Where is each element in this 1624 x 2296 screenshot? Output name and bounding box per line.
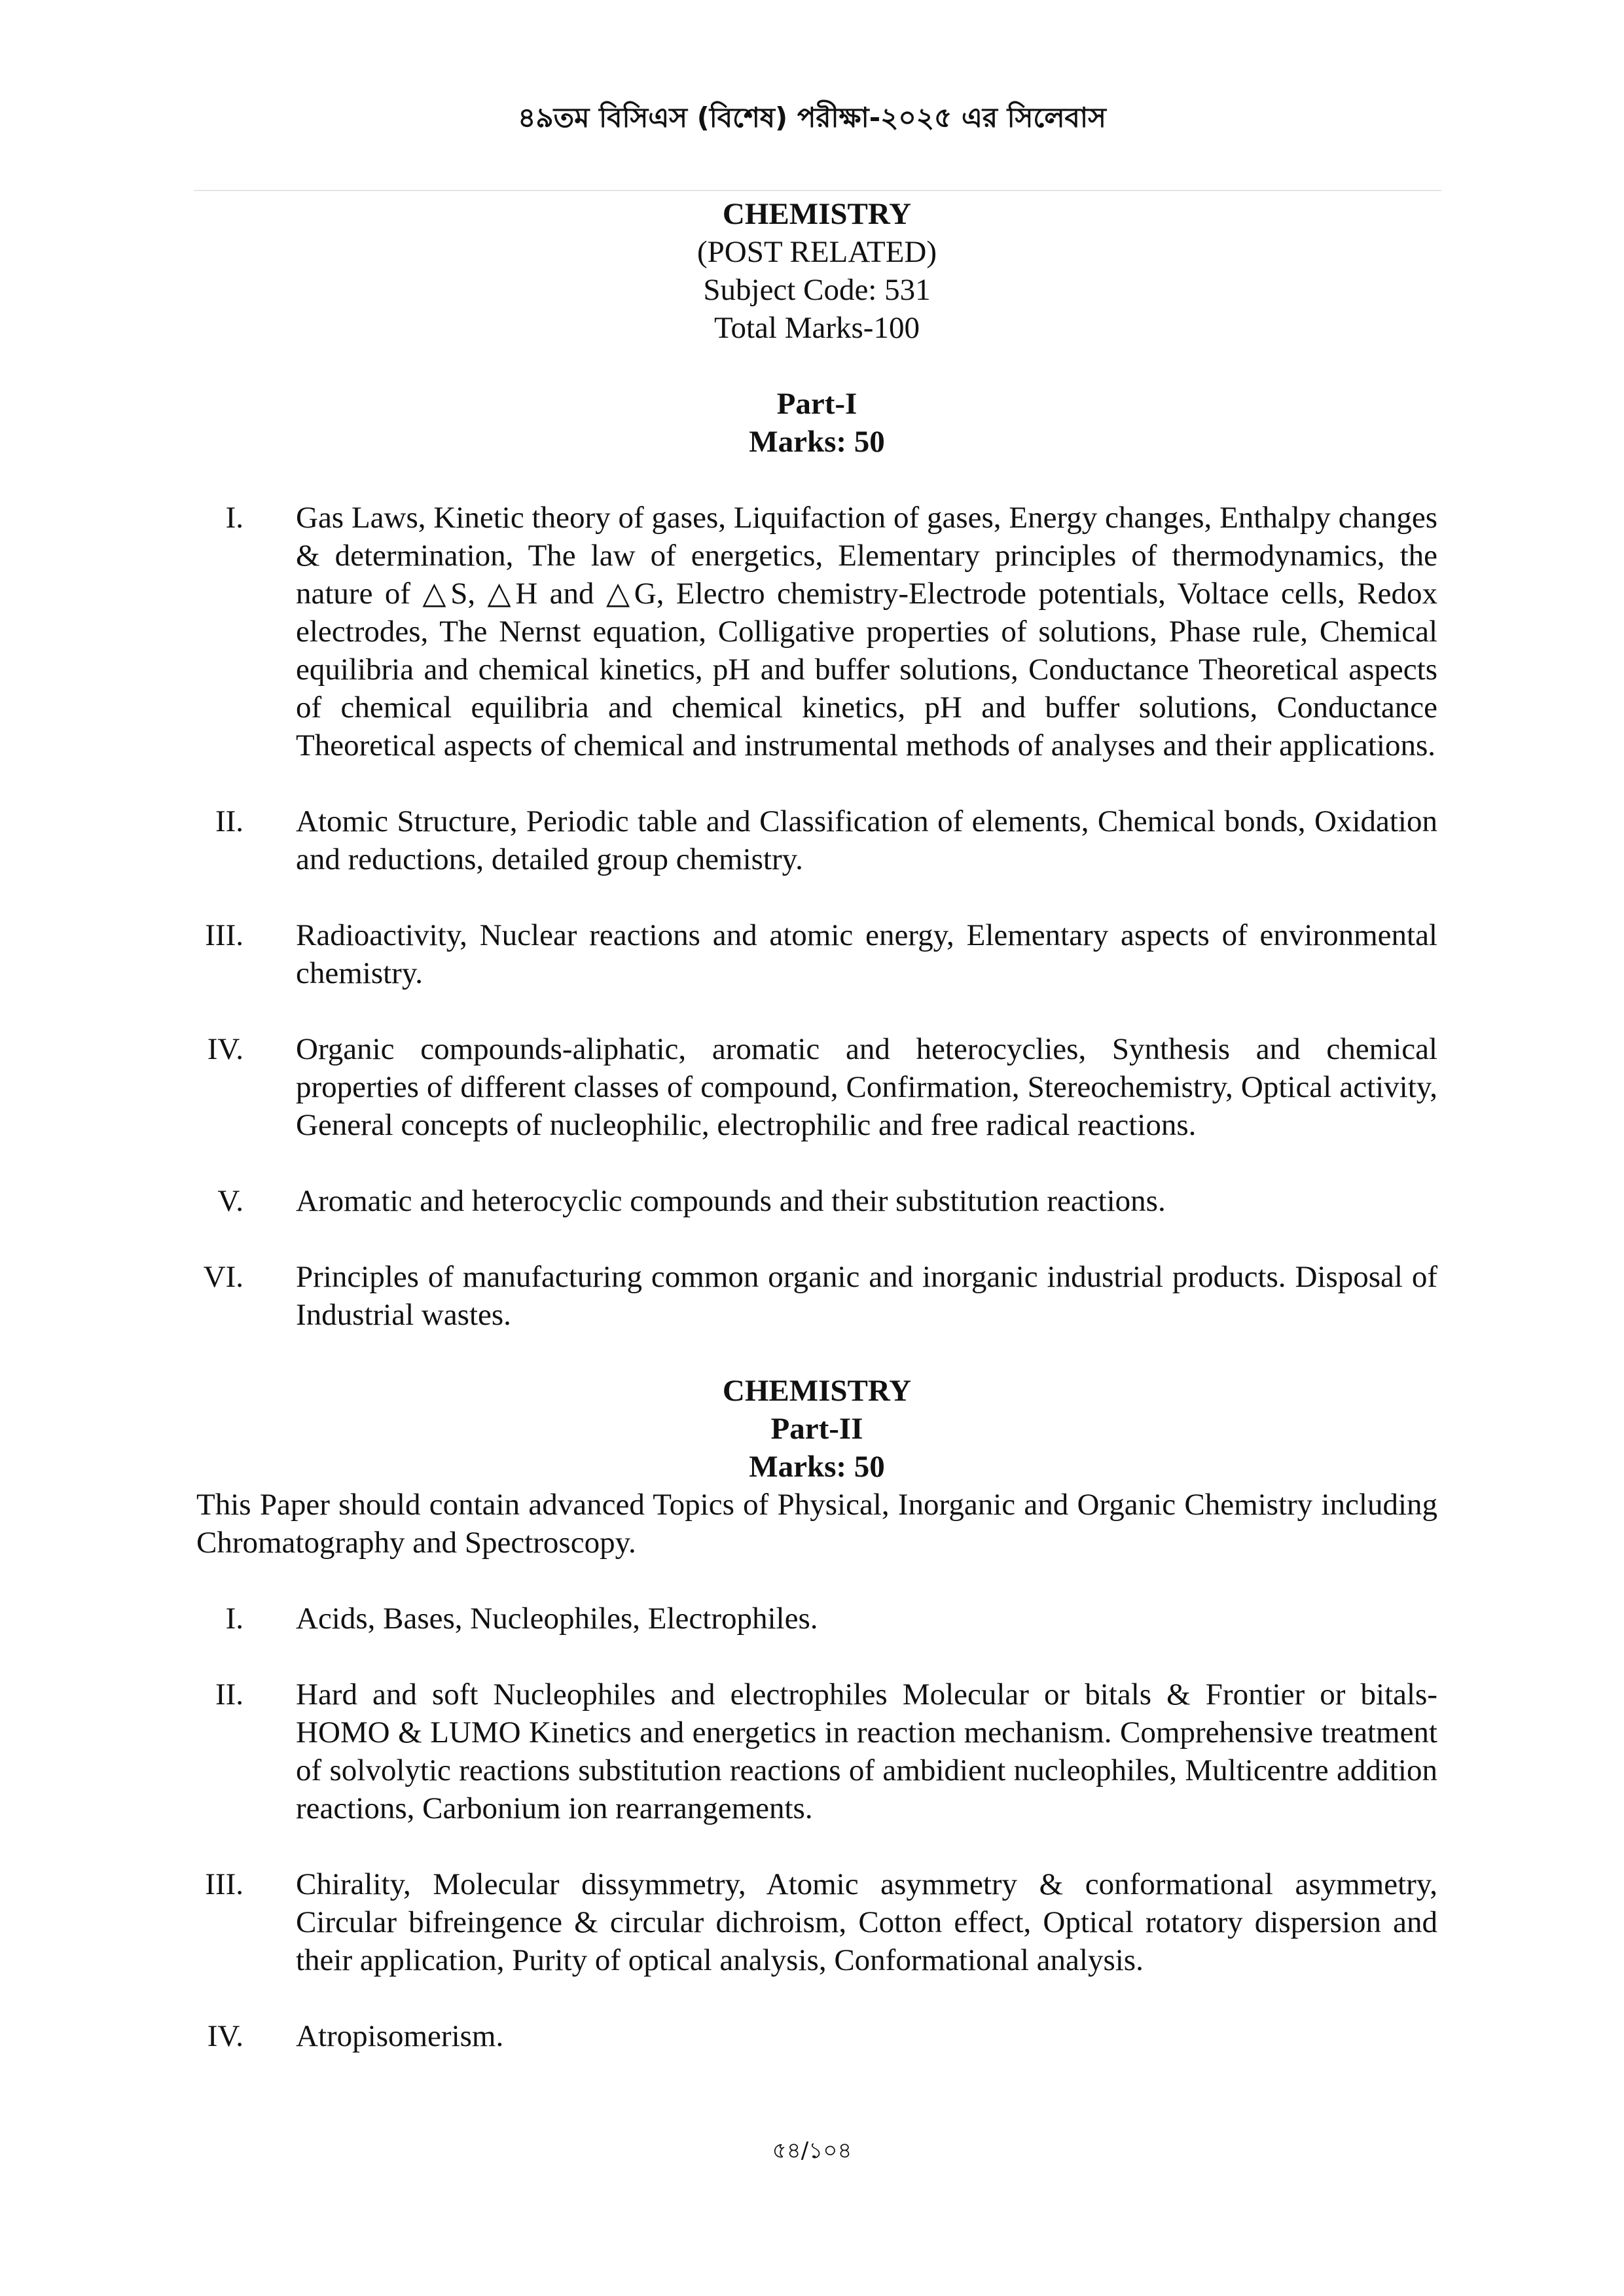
list-item-text: Radioactivity, Nuclear reactions and atomic energy, Elementary aspects of environmental chemistry. <box>296 918 1437 990</box>
part2-topic-list <box>196 1600 1437 2055</box>
list-item-text: Hard and soft Nucleophiles and electrophiles Molecular or bitals & Frontier or bitals-HOMO & LUMO Kinetics and energetics in reaction mechanism. Comprehensive treatment of solvolytic reactions substitution reactions of ambidient nucleophiles, Multicentre addition reactions, Carbonium ion rearrangements. <box>296 1677 1437 1825</box>
list-numeral: I. <box>225 1602 244 1636</box>
list-item <box>196 2017 1437 2055</box>
list-item-text: Atropisomerism. <box>296 2019 504 2053</box>
part1-topic-list <box>196 499 1437 1334</box>
part1-marks: Marks: 50 <box>749 425 885 459</box>
part1-heading <box>196 385 1437 461</box>
list-item-text: Gas Laws, Kinetic theory of gases, Liquifaction of gases, Energy changes, Enthalpy changes & determination, The law of energetics, Elementary principles of thermodynamics, the nature of △S, △H and △G, Electro chemistry-Electrode potentials, Voltace cells, Redox electrodes, The Nernst equation, Colligative properties of solutions, Phase rule, Chemical equilibria and chemical kinetics, pH and buffer solutions, Conductance Theoretical aspects of chemical equilibria and chemical kinetics, pH and buffer solutions, Conductance Theoretical aspects of chemical and instrumental methods of analyses and their applications. <box>296 501 1437 762</box>
list-item-text: Chirality, Molecular dissymmetry, Atomic asymmetry & conformational asymmetry, Circular bifreingence & circular dichroism, Cotton effect, Optical rotatory dispersion and their application, Purity of optical analysis, Conformational analysis. <box>296 1867 1437 1977</box>
header-divider <box>194 190 1441 191</box>
part2-title: Part-II <box>770 1412 863 1446</box>
list-item-text: Principles of manufacturing common organic and inorganic industrial products. Disposal of Industrial wastes. <box>296 1260 1437 1332</box>
subject-category: (POST RELATED) <box>697 235 937 269</box>
list-item <box>196 499 1437 764</box>
list-item <box>196 1258 1437 1334</box>
list-numeral: VI. <box>203 1260 244 1294</box>
subject-title: CHEMISTRY <box>722 197 912 231</box>
part1-title: Part-I <box>776 387 857 421</box>
list-item <box>196 1676 1437 1827</box>
list-numeral: V. <box>217 1184 244 1218</box>
total-marks: Total Marks-100 <box>714 311 920 345</box>
page-number: ৫৪/১০৪ <box>772 2138 852 2164</box>
document-body <box>196 195 1437 2055</box>
running-header: ৪৯তম বিসিএস (বিশেষ) পরীক্ষা-২০২৫ এর সিলেবাস <box>518 101 1106 134</box>
list-numeral: I. <box>225 501 244 535</box>
list-item <box>196 1030 1437 1144</box>
list-item <box>196 916 1437 992</box>
list-numeral: II. <box>215 804 244 838</box>
list-numeral: II. <box>215 1677 244 1712</box>
subject-code: Subject Code: 531 <box>703 273 931 307</box>
part2-heading <box>196 1372 1437 1486</box>
list-numeral: III. <box>205 1867 244 1901</box>
list-item-text: Organic compounds-aliphatic, aromatic and heterocyclies, Synthesis and chemical properties of different classes of compound, Confirmation, Stereochemistry, Optical activity, General concepts of nucleophilic, electrophilic and free radical reactions. <box>296 1032 1437 1142</box>
list-item <box>196 1865 1437 1979</box>
part2-marks: Marks: 50 <box>749 1450 885 1484</box>
subject-heading <box>196 195 1437 347</box>
list-item <box>196 1600 1437 1638</box>
list-item <box>196 1182 1437 1220</box>
list-numeral: IV. <box>207 2019 244 2053</box>
list-item <box>196 802 1437 878</box>
list-item-text: Atomic Structure, Periodic table and Classification of elements, Chemical bonds, Oxidation and reductions, detailed group chemistry. <box>296 804 1437 876</box>
list-item-text: Aromatic and heterocyclic compounds and their substitution reactions. <box>296 1184 1166 1218</box>
list-numeral: IV. <box>207 1032 244 1066</box>
list-item-text: Acids, Bases, Nucleophiles, Electrophiles. <box>296 1602 818 1636</box>
part2-intro: This Paper should contain advanced Topics of Physical, Inorganic and Organic Chemistry including Chromatography and Spectroscopy. <box>196 1488 1437 1560</box>
list-numeral: III. <box>205 918 244 952</box>
part2-subject-title: CHEMISTRY <box>722 1374 912 1408</box>
